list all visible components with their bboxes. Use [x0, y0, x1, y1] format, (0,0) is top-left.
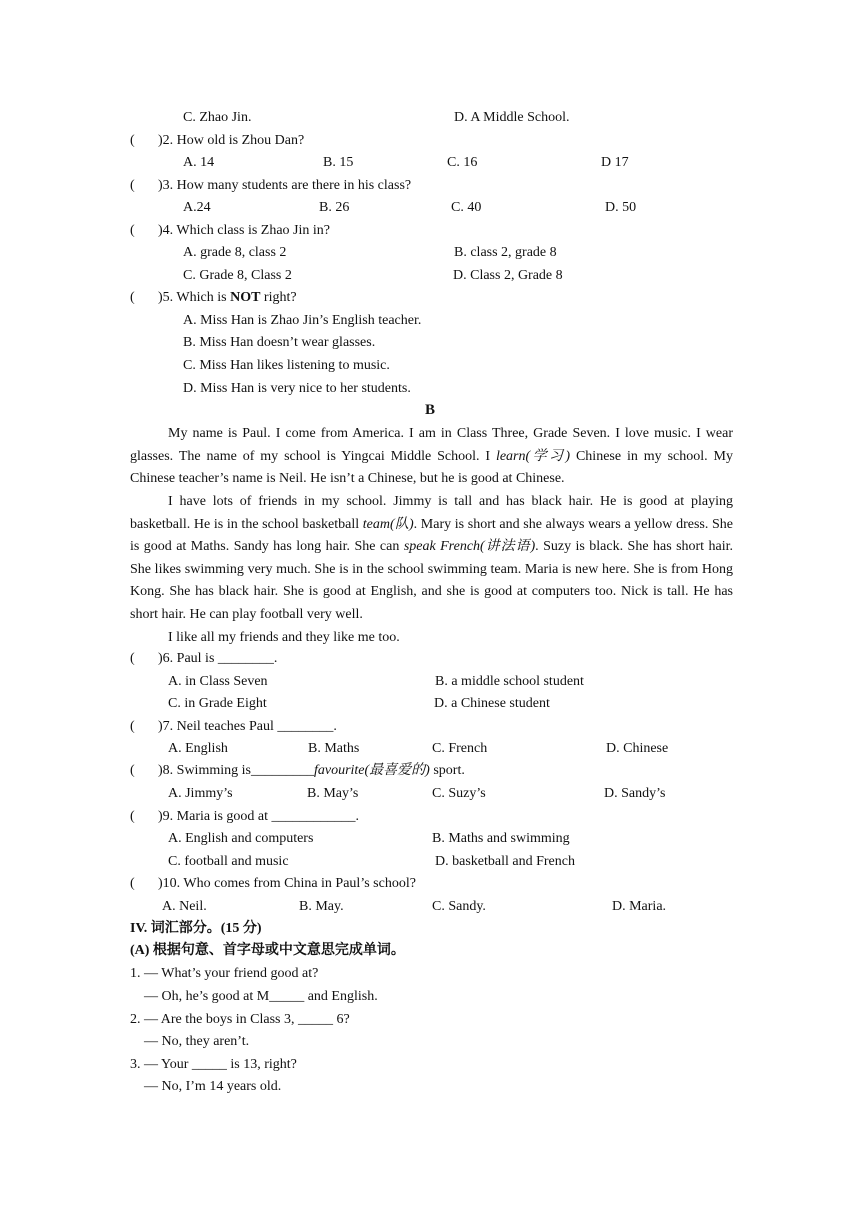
question-3	[0, 176, 860, 196]
option-b: B. 15	[323, 155, 354, 170]
q5-option-d: D. Miss Han is very nice to her students.	[183, 381, 411, 396]
question-stem: )6. Paul is ________.	[158, 651, 278, 666]
emphasis-not: NOT	[230, 290, 261, 305]
question-stem: )3. How many students are there in his class?	[158, 178, 412, 193]
section-b-heading: B	[424, 402, 435, 418]
passage-paragraph-2: I have lots of friends in my school. Jimmy is tall and has black hair. He is good at playing basketball. He is in the school basketball team(队). Mary is short and she always wears a yellow dress. She is good at Maths. Sandy has long hair. She can speak French(讲法语). Suzy is black. She has short hair. She likes swimming very much. She is in the school swimming team. Maria is new here. She is from Hong Kong. She has black hair. She is good at English, and she is good at computers too. Nick is tall. He has short hair. He can play football very well.	[130, 494, 734, 622]
vocab-item-3-answer: — No, I’m 14 years old.	[144, 1079, 282, 1094]
option-d: D. A Middle School.	[454, 110, 570, 125]
section-iv-a-instruction: (A) 根据句意、首字母或中文意思完成单词。	[130, 943, 405, 958]
option-b: B. May’s	[307, 786, 359, 801]
question-stem: )5. Which is NOT right?	[158, 290, 297, 305]
option-c: C. football and music	[168, 854, 289, 869]
question-stem: )9. Maria is good at ____________.	[158, 809, 360, 824]
option-d: D. Chinese	[606, 741, 669, 756]
answer-paren: (	[130, 290, 135, 305]
option-c: C. in Grade Eight	[168, 696, 267, 711]
answer-paren: (	[130, 719, 135, 734]
option-d: D. Sandy’s	[604, 786, 666, 801]
passage-paragraph-3: I like all my friends and they like me too.	[168, 630, 400, 645]
option-a: A. 14	[183, 155, 215, 170]
option-c: C. Sandy.	[432, 899, 486, 914]
option-d: D. basketball and French	[435, 854, 575, 869]
q5-option-b: B. Miss Han doesn’t wear glasses.	[183, 335, 376, 350]
answer-blank: _________	[250, 763, 314, 778]
option-d: D 17	[601, 155, 629, 170]
option-c: C. French	[432, 741, 488, 756]
q3-options-row	[0, 198, 860, 218]
q7-options-row	[0, 739, 860, 759]
option-d: D. a Chinese student	[434, 696, 550, 711]
question-stem: )7. Neil teaches Paul ________.	[158, 719, 337, 734]
vocab-item-1-answer: — Oh, he’s good at M_____ and English.	[144, 989, 378, 1004]
question-stem: )8. Swimming is_________favourite(最喜爱的) sport.	[158, 763, 465, 778]
question-7	[0, 717, 860, 737]
vocab-item-2-answer: — No, they aren’t.	[144, 1034, 250, 1049]
question-stem: )4. Which class is Zhao Jin in?	[158, 223, 330, 238]
question-4	[0, 221, 860, 241]
question-9	[0, 807, 860, 827]
answer-paren: (	[130, 178, 135, 193]
question-2	[0, 131, 860, 151]
option-b: B. class 2, grade 8	[454, 245, 557, 260]
answer-paren: (	[130, 651, 135, 666]
q4-options-row-1	[0, 243, 860, 263]
option-c: C. Grade 8, Class 2	[183, 268, 292, 283]
q9-options-row-2	[0, 852, 860, 872]
question-6	[0, 649, 860, 669]
option-a: A. Neil.	[162, 899, 207, 914]
option-b: B. Maths	[308, 741, 360, 756]
passage-paragraph-1: My name is Paul. I come from America. I am in Class Three, Grade Seven. I love music. I wear glasses. The name of my school is Yingcai Middle School. I learn(学习) Chinese in my school. My Chinese teacher’s name is Neil. He isn’t a Chinese, but he is good at Chinese.	[130, 426, 733, 487]
option-a: A.24	[183, 200, 211, 215]
q5-option-a: A. Miss Han is Zhao Jin’s English teacher.	[183, 313, 422, 328]
option-a: A. Jimmy’s	[168, 786, 233, 801]
option-a: A. grade 8, class 2	[183, 245, 287, 260]
option-d: D. 50	[605, 200, 637, 215]
option-b: B. Maths and swimming	[432, 831, 570, 846]
answer-paren: (	[130, 763, 135, 778]
q9-options-row-1	[0, 829, 860, 849]
q6-options-row-1	[0, 672, 860, 692]
q10-options-row	[0, 897, 860, 917]
q8-options-row	[0, 784, 860, 804]
answer-paren: (	[130, 876, 135, 891]
option-d: D. Maria.	[612, 899, 667, 914]
question-5	[0, 288, 860, 308]
q5-option-c: C. Miss Han likes listening to music.	[183, 358, 390, 373]
option-c: C. Zhao Jin.	[183, 110, 252, 125]
question-stem: )10. Who comes from China in Paul’s school?	[158, 876, 416, 891]
option-c: C. Suzy’s	[432, 786, 486, 801]
question-10	[0, 874, 860, 894]
vocab-item-1-question: 1. — What’s your friend good at?	[130, 966, 319, 981]
answer-paren: (	[130, 133, 135, 148]
section-iv-heading: IV. 词汇部分。(15 分)	[130, 921, 262, 936]
option-a: A. in Class Seven	[168, 674, 268, 689]
answer-paren: (	[130, 223, 135, 238]
option-a: A. English and computers	[168, 831, 314, 846]
option-d: D. Class 2, Grade 8	[453, 268, 563, 283]
question-stem: )2. How old is Zhou Dan?	[158, 133, 305, 148]
option-a: A. English	[168, 741, 228, 756]
answer-paren: (	[130, 809, 135, 824]
option-b: B. a middle school student	[435, 674, 584, 689]
q4-options-row-2	[0, 266, 860, 286]
vocab-item-2-question: 2. — Are the boys in Class 3, _____ 6?	[130, 1012, 350, 1027]
option-b: B. May.	[299, 899, 344, 914]
q1-options-row	[0, 108, 860, 128]
question-8	[0, 761, 860, 781]
vocab-item-3-question: 3. — Your _____ is 13, right?	[130, 1057, 297, 1072]
option-b: B. 26	[319, 200, 350, 215]
option-c: C. 40	[451, 200, 482, 215]
q2-options-row	[0, 153, 860, 173]
option-c: C. 16	[447, 155, 478, 170]
q6-options-row-2	[0, 694, 860, 714]
